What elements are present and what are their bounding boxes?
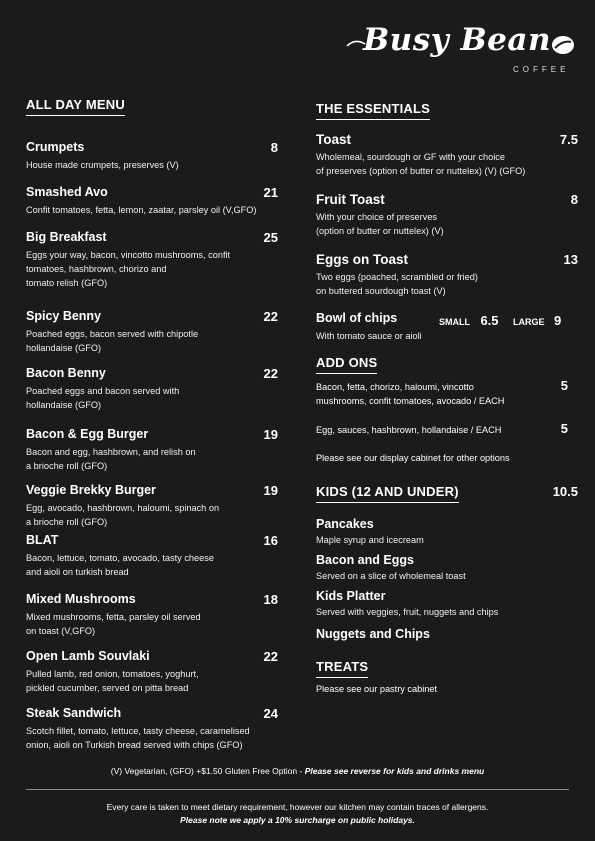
item-name: Eggs on Toast (316, 252, 409, 267)
menu-item-chips (316, 311, 578, 343)
surcharge-notice: Please note we apply a 10% surcharge on public holidays. (180, 815, 415, 825)
item-desc: Maple syrup and icecream (316, 535, 424, 545)
addon-price-2: 5 (560, 421, 568, 436)
kids-item (316, 553, 578, 583)
item-price: 25 (263, 230, 278, 245)
menu-item (26, 649, 278, 695)
item-price: 21 (263, 185, 278, 200)
section-heading-kids: KIDS (12 AND UNDER) (316, 484, 459, 503)
item-price: 16 (263, 533, 278, 548)
allergen-notice: Every care is taken to meet dietary requirement, however our kitchen may contain traces of allergens. (106, 802, 489, 812)
menu-item (26, 230, 278, 290)
item-name: Fruit Toast (316, 192, 385, 207)
kids-item (316, 517, 578, 547)
all-day-menu (26, 96, 278, 750)
item-price: 8 (270, 140, 278, 155)
menu-item (26, 366, 278, 412)
item-price: 18 (263, 592, 278, 607)
item-name: Big Breakfast (26, 230, 107, 244)
item-desc: Eggs your way, bacon, vincotto mushrooms, confit tomatoes, hashbrown, chorizo and tomato relish (GFO) (26, 250, 231, 288)
chips-small: SMALL 6.5 (439, 313, 499, 328)
section-heading-treats: TREATS (316, 659, 368, 678)
brand-logo (345, 20, 580, 80)
item-desc: With tomato sauce or aioli (316, 331, 422, 341)
item-desc: With your choice of preserves (option of butter or nuttelex) (V) (316, 212, 444, 236)
item-name: Crumpets (26, 140, 85, 154)
footer-divider (26, 789, 569, 790)
item-desc: House made crumpets, preserves (V) (26, 160, 179, 170)
footer-notice (0, 801, 595, 827)
section-heading-all-day: ALL DAY MENU (26, 97, 125, 116)
kids-price: 10.5 (552, 484, 578, 499)
section-heading-addons: ADD ONS (316, 355, 377, 374)
item-price: 8 (570, 192, 578, 207)
menu-item (316, 132, 578, 178)
item-desc: Two eggs (poached, scrambled or fried) on buttered sourdough toast (V) (316, 272, 478, 296)
item-name: Bacon Benny (26, 366, 106, 380)
item-name: Steak Sandwich (26, 706, 122, 720)
item-price: 19 (263, 427, 278, 442)
menu-item (316, 192, 578, 238)
item-name: Toast (316, 132, 352, 147)
item-desc: Wholemeal, sourdough or GF with your choice of preserves (option of butter or nuttelex) (V) (GFO) (316, 152, 526, 176)
item-price: 22 (263, 649, 278, 664)
item-desc: Mixed mushrooms, fetta, parsley oil served on toast (V,GFO) (26, 612, 201, 636)
item-price: 7.5 (559, 132, 578, 147)
item-desc: Bacon, lettuce, tomato, avocado, tasty cheese and aioli on turkish bread (26, 553, 214, 577)
brand-sub: COFFEE (513, 65, 570, 74)
item-name: Veggie Brekky Burger (26, 483, 156, 497)
item-desc: Egg, avocado, hashbrown, haloumi, spinach on a brioche roll (GFO) (26, 503, 220, 527)
item-desc: Poached eggs and bacon served with hollandaise (GFO) (26, 386, 180, 410)
item-price: 22 (263, 366, 278, 381)
item-name: Bowl of chips (316, 311, 398, 325)
item-name: Pancakes (316, 517, 374, 531)
right-column (316, 100, 578, 700)
menu-item (26, 533, 278, 579)
menu-item (26, 592, 278, 638)
addon-line-1: Bacon, fetta, chorizo, haloumi, vincotto mushrooms, confit tomatoes, avocado / EACH (316, 382, 505, 406)
item-desc: Served with veggies, fruit, nuggets and chips (316, 607, 499, 617)
item-price: 19 (263, 483, 278, 498)
menu-item (26, 483, 278, 529)
item-name: Mixed Mushrooms (26, 592, 136, 606)
item-desc: Served on a slice of wholemeal toast (316, 571, 466, 581)
kids-item (316, 589, 578, 619)
menu-item (26, 427, 278, 473)
addon-line-2: Egg, sauces, hashbrown, hollandaise / EACH (316, 425, 502, 435)
dietary-legend: (V) Vegetarian, (GFO) +$1.50 Gluten Free Option - Please see reverse for kids and drinks menu (110, 766, 485, 776)
item-price: 24 (263, 706, 278, 721)
menu-item (26, 309, 278, 355)
item-name: Spicy Benny (26, 309, 102, 323)
item-price: 22 (263, 309, 278, 324)
addon-price-1: 5 (560, 378, 568, 393)
item-name: Nuggets and Chips (316, 627, 430, 641)
menu-item (316, 252, 578, 298)
item-name: Kids Platter (316, 589, 386, 603)
item-desc: Pulled lamb, red onion, tomatoes, yoghurt, pickled cucumber, served on pitta bread (26, 669, 199, 693)
treats-note: Please see our pastry cabinet (316, 684, 438, 694)
menu-item (26, 706, 278, 752)
item-desc: Poached eggs, bacon served with chipotle hollandaise (GFO) (26, 329, 199, 353)
chips-large: LARGE 9 (513, 313, 562, 328)
item-name: Bacon & Egg Burger (26, 427, 149, 441)
brand-name: Busy Bean (362, 22, 552, 58)
addon-note: Please see our display cabinet for other options (316, 453, 510, 463)
kids-item (316, 627, 578, 642)
item-name: BLAT (26, 533, 59, 547)
item-name: Bacon and Eggs (316, 553, 414, 567)
item-price: 13 (563, 252, 578, 267)
menu-item (26, 185, 278, 217)
menu-item (26, 140, 278, 172)
item-desc: Bacon and egg, hashbrown, and relish on a brioche roll (GFO) (26, 447, 196, 471)
item-name: Open Lamb Souvlaki (26, 649, 150, 663)
item-desc: Confit tomatoes, fetta, lemon, zaatar, parsley oil (V,GFO) (26, 205, 257, 215)
item-desc: Scotch fillet, tomato, lettuce, tasty cheese, caramelised onion, aioli on Turkish bread served with chips (GFO) (26, 726, 250, 750)
item-name: Smashed Avo (26, 185, 108, 199)
section-heading-essentials: THE ESSENTIALS (316, 101, 430, 120)
